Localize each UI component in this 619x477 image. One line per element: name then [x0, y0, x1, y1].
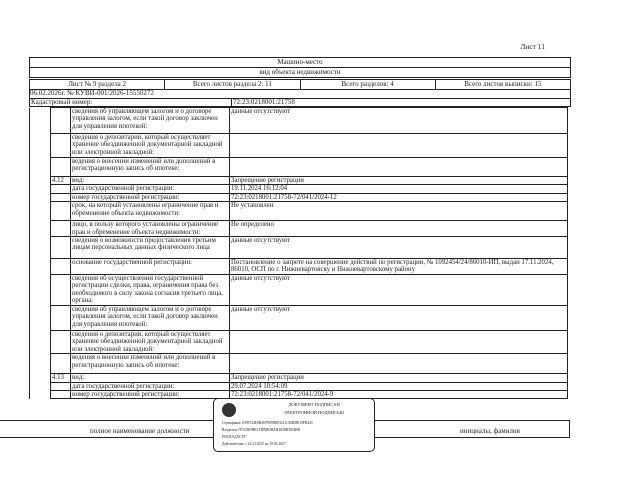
row-label: сведения об управляющем залогом и о договоре управления залогом, если такой договор заключен для управления ипотекой:: [71, 108, 230, 134]
row-number: [51, 185, 71, 193]
margin-cell: [30, 354, 51, 374]
table-row: [30, 108, 568, 134]
total-sections: Всего разделов: 4: [300, 80, 435, 89]
row-value: Не определено: [230, 221, 568, 237]
row-value: 29.07.2024 10:54:09: [230, 382, 568, 390]
row-label: ведения о внесении изменений или дополнений в регистрационную запись об ипотеке:: [71, 158, 230, 177]
table-row: [30, 134, 568, 158]
row-value: [230, 354, 568, 374]
row-number: 4.12: [51, 177, 71, 185]
row-value: Запрещение регистрации: [230, 374, 568, 382]
object-subtitle: вид объекта недвижимости: [30, 67, 570, 77]
row-value: [230, 331, 568, 354]
row-value: 72:23:0218001:21758-72/041/2024-12: [230, 193, 568, 201]
stamp-subtitle: ЭЛЕКТРОННОЙ ПОДПИСЬЮ: [283, 410, 345, 415]
row-label: номер государственной регистрации:: [71, 193, 230, 201]
margin-cell: [30, 237, 51, 259]
row-label: дата государственной регистрации:: [71, 382, 230, 390]
row-value: [230, 158, 568, 177]
margin-cell: [30, 275, 51, 306]
table-row: [30, 306, 568, 331]
row-label: вид:: [71, 374, 230, 382]
margin-cell: [30, 221, 51, 237]
extract-reference: 06.02.2026г. № КУВИ-001/2026-15550272: [30, 89, 154, 97]
margin-cell: [30, 202, 51, 221]
row-value: Не установлен: [230, 202, 568, 221]
table-row: [30, 237, 568, 259]
row-number: [51, 259, 71, 275]
name-caption: инициалы, фамилия: [460, 427, 520, 435]
row-value: данные отсутствуют: [230, 275, 568, 306]
table-row: [30, 177, 568, 185]
margin-cell: [30, 193, 51, 201]
position-caption: полное наименование должности: [90, 427, 190, 435]
row-number: [51, 306, 71, 331]
row-number: [51, 237, 71, 259]
row-number: [51, 108, 71, 134]
row-value: данные отсутствуют: [230, 108, 568, 134]
margin-cell: [30, 382, 51, 390]
row-number: [51, 382, 71, 390]
table-row: [30, 202, 568, 221]
row-number: [51, 158, 71, 177]
row-value: Запрещение регистрации: [230, 177, 568, 185]
row-value: Постановление о запрете на совершение действий по регистрации, № 1092454/24/86010-ИП, выдан 17.11.2024, 86010, ОСП по г. Нижневартовску и Нижневартовскому району: [230, 259, 568, 275]
table-row: [30, 185, 568, 193]
row-number: [51, 134, 71, 158]
row-label: сведения о депозитарии, который осуществляет хранение обездвиженной документарной закладной или электронной закладной:: [71, 331, 230, 354]
row-value: 72:23:0218001:21758-72/041/2024-9: [230, 391, 568, 399]
margin-cell: [30, 331, 51, 354]
sheet-of-section: Лист № 9 раздела 2: [68, 80, 127, 88]
row-label: вид:: [71, 177, 230, 185]
object-header: [29, 57, 571, 78]
row-number: [51, 221, 71, 237]
margin-cell: [30, 108, 51, 134]
cadastral-value: 72:23:0218001:21758: [231, 99, 570, 107]
row-label: дата государственной регистрации:: [71, 185, 230, 193]
total-section-sheets: Всего листов раздела 2: 11: [164, 80, 299, 89]
row-number: [51, 275, 71, 306]
row-label: сведения об управляющем залогом и о договоре управления залогом, если такой договор заключен для управления ипотекой:: [71, 306, 230, 331]
row-label: лицо, в пользу которого установлены ограничение прав и обременение объекта недвижимости:: [71, 221, 230, 237]
row-number: [51, 331, 71, 354]
stamp-owner: Владелец: ПУБЛИЧНО-ПРАВОВАЯ КОМПАНИЯ: [222, 428, 300, 432]
stamp-owner-org: РОСКАДАСТР: [222, 435, 246, 439]
row-number: [51, 202, 71, 221]
stamp-certificate: Сертификат: 0399744E0B467999880032111304B8019FB443: [222, 421, 313, 425]
encumbrance-table: [29, 107, 568, 399]
row-value: данные отсутствуют: [230, 237, 568, 259]
object-title: Машино-место: [277, 58, 323, 66]
row-label: сведения о возможности предоставления третьим лицам персональных данных физического лица: [71, 237, 230, 259]
table-row: [30, 382, 568, 390]
table-row: [30, 275, 568, 306]
row-value: данные отсутствуют: [230, 306, 568, 331]
row-label: сведения о депозитарии, который осуществляет хранение обездвиженной документарной закладной или электронной закладной:: [71, 134, 230, 158]
row-label: номер государственной регистрации:: [71, 391, 230, 399]
table-row: [30, 158, 568, 177]
sheet-number: Лист 11: [520, 42, 545, 51]
table-row: [30, 193, 568, 201]
margin-cell: [30, 374, 51, 382]
table-row: [30, 354, 568, 374]
margin-cell: [30, 391, 51, 399]
row-label: срок, на который установлены ограничение прав и обременение объекта недвижимости:: [71, 202, 230, 221]
stamp-title: ДОКУМЕНТ ПОДПИСАН: [288, 402, 340, 407]
stamp-validity: Действителен: с 24.12.2025 по 19.03.2027: [222, 442, 286, 446]
total-extract-sheets: Всего листов выписки: 15: [435, 80, 570, 89]
electronic-signature-stamp: [213, 398, 375, 452]
margin-cell: [30, 306, 51, 331]
registration-block: [29, 89, 571, 107]
table-row: [30, 221, 568, 237]
margin-cell: [30, 259, 51, 275]
cadastral-label: Кадастровый номер:: [31, 97, 93, 106]
margin-cell: [30, 158, 51, 177]
margin-cell: [30, 134, 51, 158]
row-label: сведения об осуществлении государственной регистрации сделки, права, ограничения права без необходимого в силу закона согласия третьего лица, органа:: [71, 275, 230, 306]
margin-cell: [30, 185, 51, 193]
table-row: [30, 374, 568, 382]
row-value: [230, 134, 568, 158]
row-number: [51, 193, 71, 201]
table-row: [30, 331, 568, 354]
row-number: [51, 391, 71, 399]
row-label: основание государственной регистрации:: [71, 259, 230, 275]
table-row: [30, 259, 568, 275]
row-label: ведения о внесении изменений или дополнений в регистрационную запись об ипотеке:: [71, 354, 230, 374]
rosreestr-logo-icon: [222, 403, 236, 417]
margin-cell: [30, 177, 51, 185]
row-number: [51, 354, 71, 374]
row-number: 4.13: [51, 374, 71, 382]
row-value: 19.11.2024 16:12:04: [230, 185, 568, 193]
